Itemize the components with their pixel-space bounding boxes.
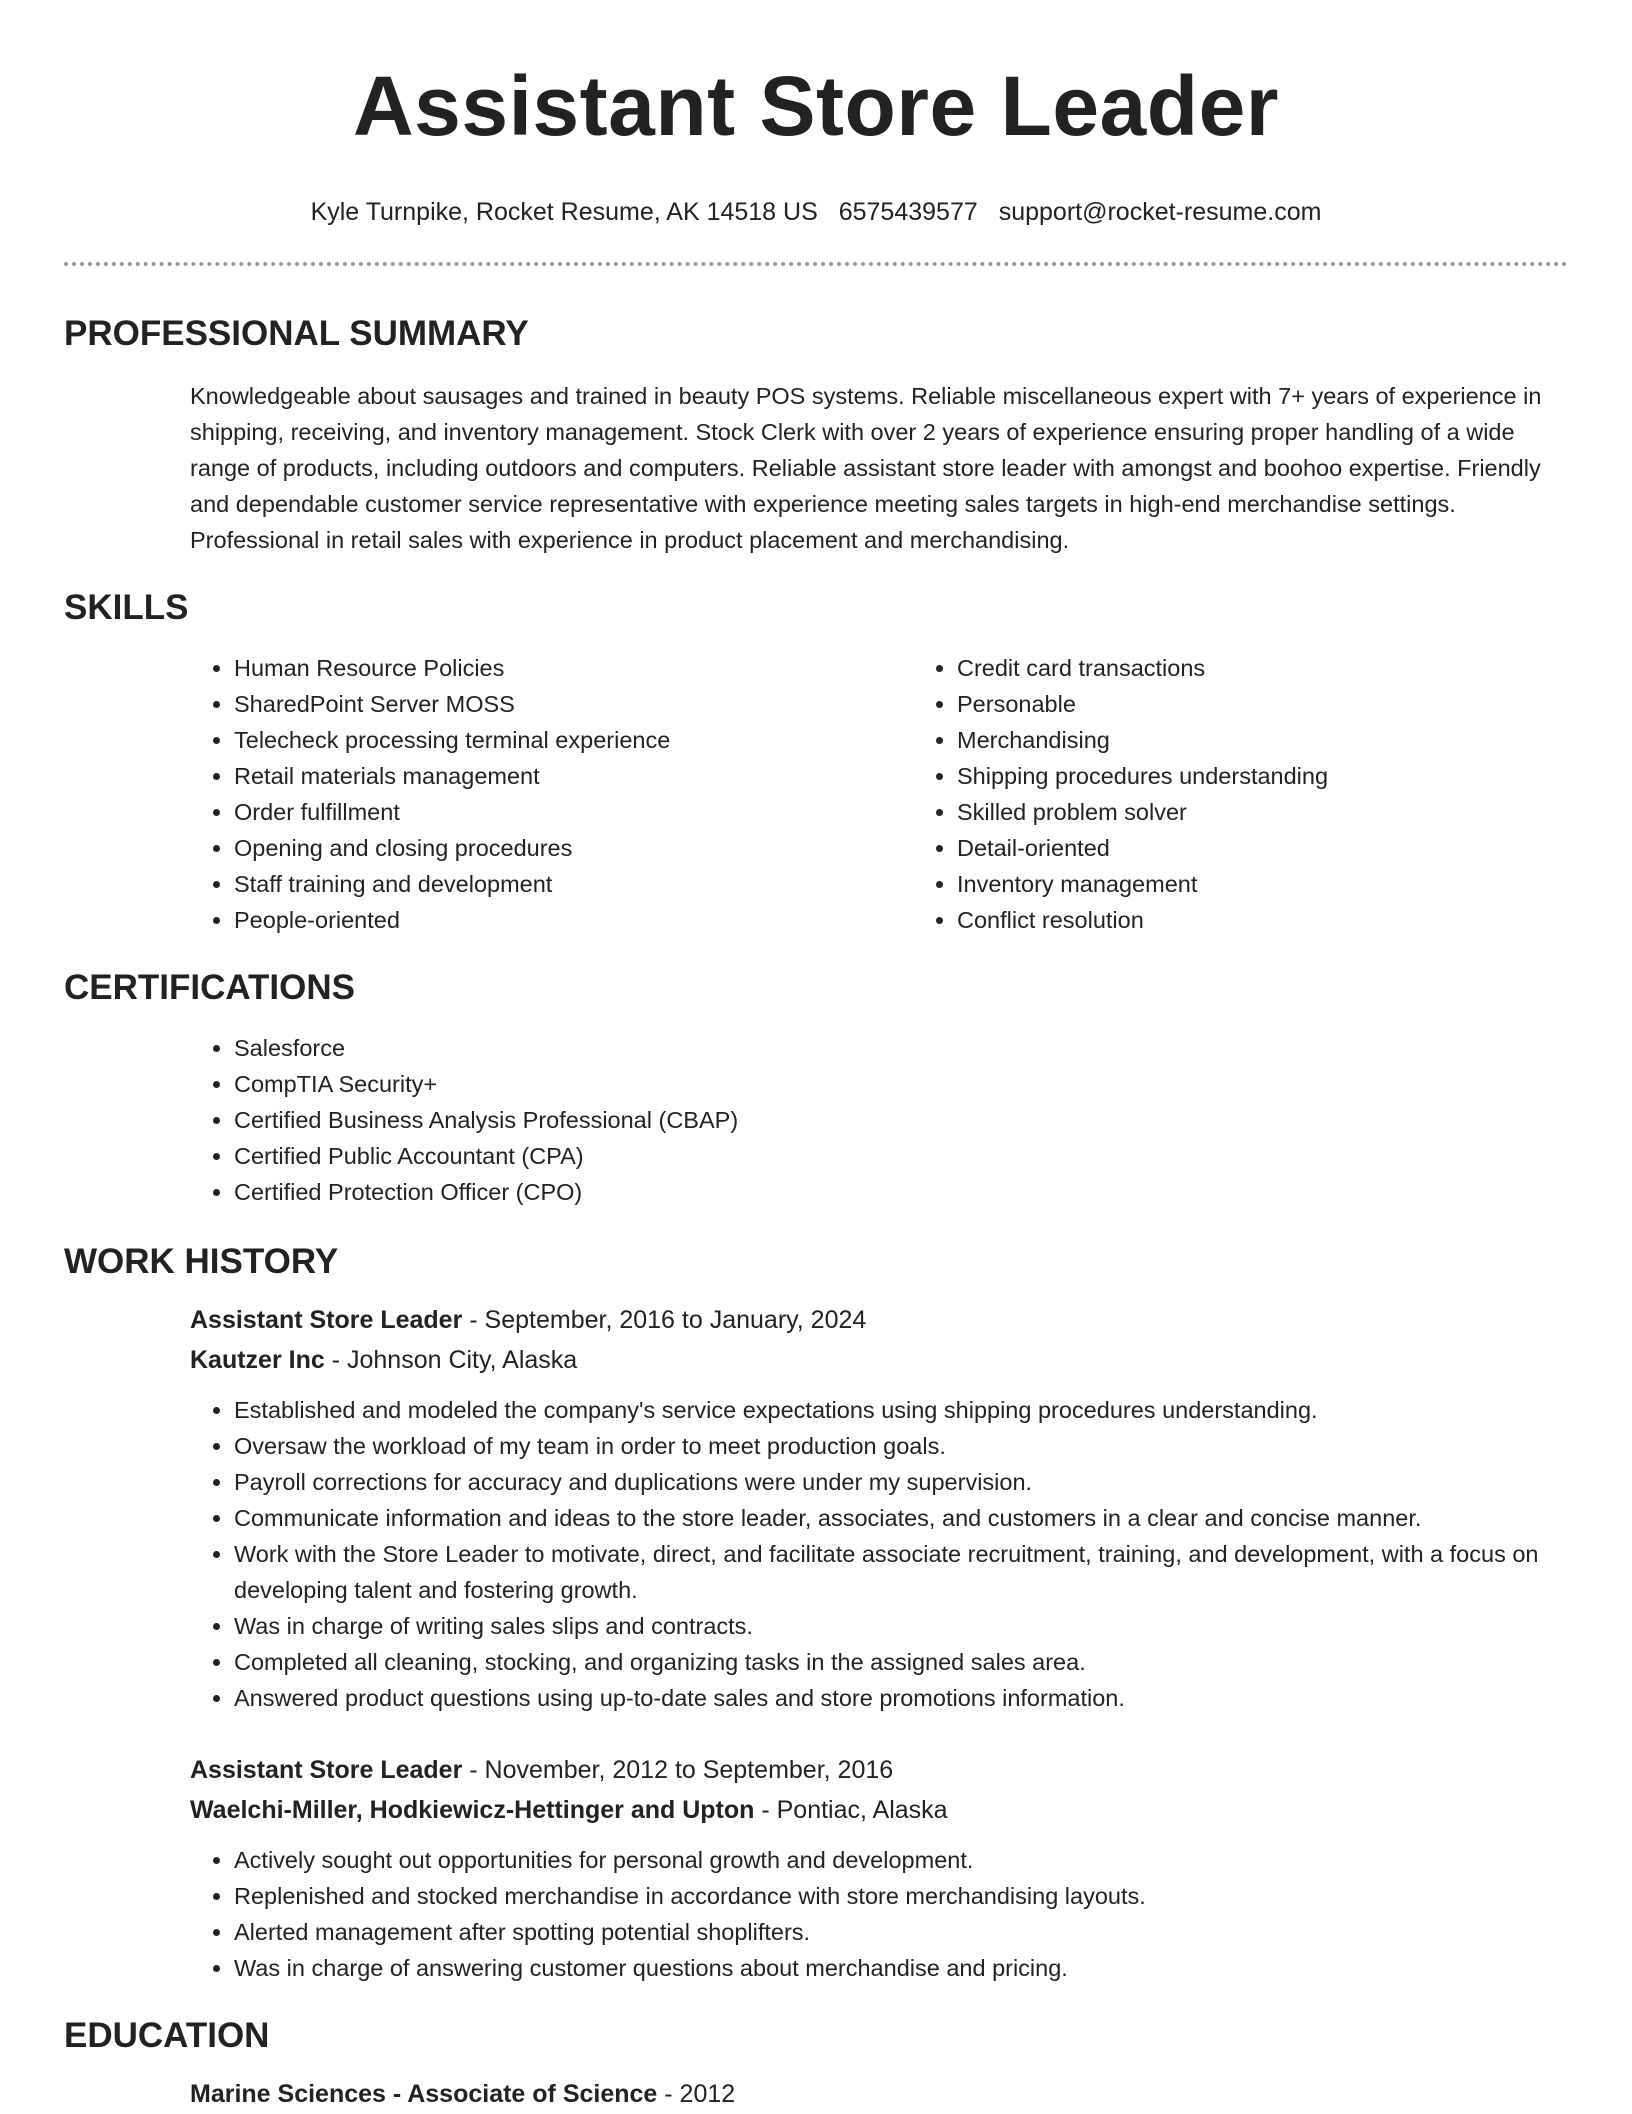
job-company-line [190, 1790, 1568, 1830]
job-bullet: • Established and modeled the company's service expectations using shipping procedures understanding. [234, 1392, 1568, 1428]
contact-email: support@rocket-resume.com [998, 198, 1322, 226]
education-entry [64, 2074, 1568, 2114]
skill-item: • Merchandising [957, 722, 1632, 758]
education-heading: EDUCATION [64, 2016, 270, 2055]
certifications-list [190, 1030, 1568, 1210]
job-bullet: • Replenished and stocked merchandise in accordance with store merchandising layouts. [234, 1878, 1568, 1914]
education-year: - 2012 [657, 2080, 736, 2108]
job-bullet: • Payroll corrections for accuracy and duplications were under my supervision. [234, 1464, 1568, 1500]
skill-item: • Inventory management [957, 866, 1632, 902]
job-entry [64, 1300, 1568, 1716]
job-entry [64, 1750, 1568, 1986]
skills-column-left [190, 650, 913, 938]
certification-item: • Certified Public Accountant (CPA) [234, 1138, 1568, 1174]
job-dates: - November, 2012 to September, 2016 [462, 1756, 894, 1784]
certification-item: • Certified Protection Officer (CPO) [234, 1174, 1568, 1210]
job-location: - Pontiac, Alaska [754, 1796, 948, 1824]
skill-item: • Telecheck processing terminal experience [234, 722, 913, 758]
job-bullet: • Answered product questions using up-to-date sales and store promotions information. [234, 1680, 1568, 1716]
contact-address: Kyle Turnpike, Rocket Resume, AK 14518 US [310, 198, 818, 226]
skill-item: • Retail materials management [234, 758, 913, 794]
skill-item: • Credit card transactions [957, 650, 1632, 686]
header-divider [64, 262, 1568, 266]
job-bullet: • Alerted management after spotting potential shoplifters. [234, 1914, 1568, 1950]
job-bullets [190, 1842, 1568, 1986]
skills-heading: SKILLS [64, 588, 189, 627]
certification-item: • Certified Business Analysis Professional (CBAP) [234, 1102, 1568, 1138]
summary-text: Knowledgeable about sausages and trained in beauty POS systems. Reliable miscellaneous expert with 7+ years of experience in shipping, receiving, and inventory management. Stock Clerk with over 2 years of experience ensuring proper handling of a wide range of products, including outdoors and computers. Reliable assistant store leader with amongst and boohoo expertise. Friendly and dependable customer service representative with experience meeting sales targets in high-end merchandise settings. Professional in retail sales with experience in product placement and merchandising. [190, 383, 1542, 553]
job-bullets [190, 1392, 1568, 1716]
skill-item: • SharedPoint Server MOSS [234, 686, 913, 722]
job-bullet: • Work with the Store Leader to motivate, direct, and facilitate associate recruitment, training, and development, with a focus on developing talent and fostering growth. [234, 1536, 1568, 1608]
skill-item: • Conflict resolution [957, 902, 1632, 938]
job-bullet: • Completed all cleaning, stocking, and organizing tasks in the assigned sales area. [234, 1644, 1568, 1680]
education-degree: Marine Sciences - Associate of Science [190, 2080, 658, 2108]
job-company-line [190, 1340, 1568, 1380]
job-bullet: • Actively sought out opportunities for personal growth and development. [234, 1842, 1568, 1878]
skill-item: • People-oriented [234, 902, 913, 938]
job-title: Assistant Store Leader [190, 1756, 463, 1784]
resume-title: Assistant Store Leader [353, 59, 1279, 153]
job-bullet: • Communicate information and ideas to the store leader, associates, and customers in a clear and concise manner. [234, 1500, 1568, 1536]
education-line [190, 2074, 1568, 2114]
skill-item: • Shipping procedures understanding [957, 758, 1632, 794]
summary-heading: PROFESSIONAL SUMMARY [64, 314, 529, 353]
job-company: Kautzer Inc [190, 1346, 325, 1374]
certification-item: • CompTIA Security+ [234, 1066, 1568, 1102]
certifications-heading: CERTIFICATIONS [64, 968, 356, 1007]
skill-item: • Order fulfillment [234, 794, 913, 830]
job-title: Assistant Store Leader [190, 1306, 463, 1334]
contact-phone: 6575439577 [838, 198, 978, 226]
job-bullet: • Oversaw the workload of my team in order to meet production goals. [234, 1428, 1568, 1464]
certification-item: • Salesforce [234, 1030, 1568, 1066]
work-history-heading: WORK HISTORY [64, 1242, 339, 1281]
skill-item: • Detail-oriented [957, 830, 1632, 866]
skills-column-right [913, 650, 1632, 938]
skill-item: • Staff training and development [234, 866, 913, 902]
skill-item: • Personable [957, 686, 1632, 722]
skill-item: • Skilled problem solver [957, 794, 1632, 830]
skill-item: • Human Resource Policies [234, 650, 913, 686]
job-bullet: • Was in charge of answering customer questions about merchandise and pricing. [234, 1950, 1568, 1986]
job-title-line [190, 1750, 1568, 1790]
job-location: - Johnson City, Alaska [324, 1346, 578, 1374]
skill-item: • Opening and closing procedures [234, 830, 913, 866]
job-title-line [190, 1300, 1568, 1340]
skills-list [64, 650, 1568, 938]
contact-line [64, 196, 1568, 228]
job-company: Waelchi-Miller, Hodkiewicz-Hettinger and Upton [190, 1796, 755, 1824]
job-bullet: • Was in charge of writing sales slips and contracts. [234, 1608, 1568, 1644]
job-dates: - September, 2016 to January, 2024 [462, 1306, 867, 1334]
